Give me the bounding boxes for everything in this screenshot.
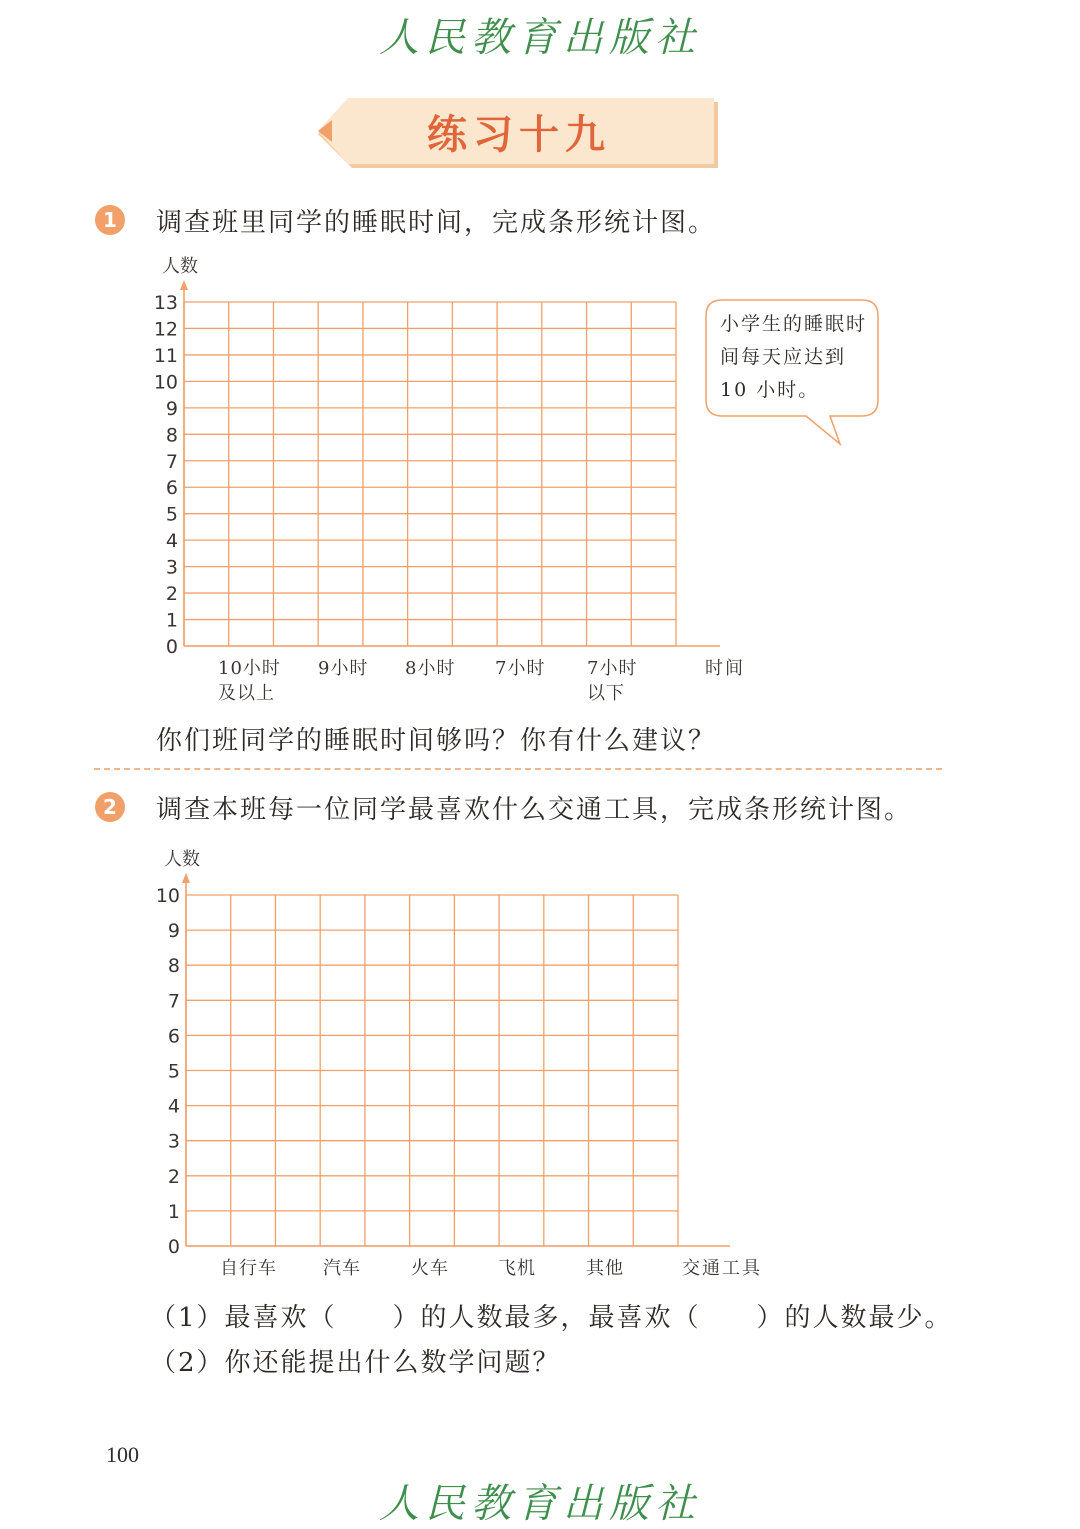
y-tick-label: 0 [167, 1236, 180, 1258]
page-number: 100 [106, 1442, 139, 1467]
x-category-label: 8小时 [405, 658, 456, 679]
y-tick-label: 10 [155, 885, 180, 907]
y-tick-label: 3 [165, 556, 178, 579]
speech-bubble-tip [704, 298, 880, 418]
y-tick-label: 6 [165, 477, 178, 500]
y-tick-label: 4 [167, 1095, 180, 1118]
y-tick-label: 3 [167, 1130, 180, 1153]
y-axis-arrow-icon [182, 873, 190, 883]
y-tick-label: 1 [165, 609, 178, 632]
question-2-sub-1: （1）最喜欢（ ）的人数最多，最喜欢（ ）的人数最少。 [150, 1303, 953, 1333]
chart-sleep-time [140, 248, 780, 708]
y-tick-label: 0 [165, 636, 178, 658]
y-axis-label: 人数 [164, 849, 200, 870]
x-axis-label: 交通工具 [682, 1258, 762, 1279]
page-title: 练习十九 [427, 110, 611, 158]
question-1-prompt: 调查班里同学的睡眠时间，完成条形统计图。 [156, 208, 717, 238]
section-divider [94, 768, 942, 770]
x-category-label: 汽车 [323, 1258, 361, 1279]
y-tick-label: 2 [167, 1165, 180, 1188]
question-2-badge: 2 [95, 792, 125, 822]
x-category-label: 7小时 [495, 658, 546, 679]
title-banner [318, 98, 720, 168]
y-tick-label: 9 [167, 920, 180, 943]
x-category-label: 7小时以下 [587, 658, 638, 704]
publisher-logo-bottom: 人民教育出版社 [379, 1481, 701, 1527]
y-tick-label: 1 [167, 1200, 180, 1223]
y-tick-label: 4 [165, 530, 178, 553]
chart-transport [140, 838, 800, 1288]
x-category-label: 自行车 [220, 1258, 277, 1279]
question-2-sub-2: （2）你还能提出什么数学问题？ [150, 1348, 561, 1378]
y-tick-label: 8 [167, 955, 180, 978]
y-tick-label: 10 [153, 371, 178, 394]
y-tick-label: 6 [167, 1025, 180, 1048]
y-tick-label: 9 [165, 397, 178, 420]
y-tick-label: 5 [167, 1060, 180, 1083]
y-axis-label: 人数 [162, 256, 198, 277]
y-tick-label: 7 [167, 990, 180, 1013]
y-tick-label: 13 [153, 292, 178, 314]
x-category-label: 火车 [411, 1258, 449, 1279]
y-tick-label: 11 [153, 344, 178, 367]
x-category-label: 10小时及以上 [218, 658, 281, 704]
question-1-follow-up: 你们班同学的睡眠时间够吗？你有什么建议？ [156, 726, 717, 756]
x-axis-label: 时间 [705, 658, 745, 679]
y-axis-arrow-icon [180, 280, 188, 290]
question-1-badge: 1 [95, 205, 125, 235]
y-tick-label: 12 [153, 318, 178, 341]
y-tick-label: 2 [165, 583, 178, 606]
tip-text: 小学生的睡眠时间每天应达到 10 小时。 [720, 313, 868, 401]
y-tick-label: 7 [165, 450, 178, 473]
publisher-logo-top: 人民教育出版社 [379, 15, 701, 61]
y-tick-label: 5 [165, 503, 178, 526]
x-category-label: 飞机 [498, 1258, 536, 1279]
x-category-label: 9小时 [318, 658, 369, 679]
question-2-prompt: 调查本班每一位同学最喜欢什么交通工具，完成条形统计图。 [156, 795, 913, 825]
y-tick-label: 8 [165, 424, 178, 447]
x-category-label: 其他 [586, 1258, 624, 1279]
